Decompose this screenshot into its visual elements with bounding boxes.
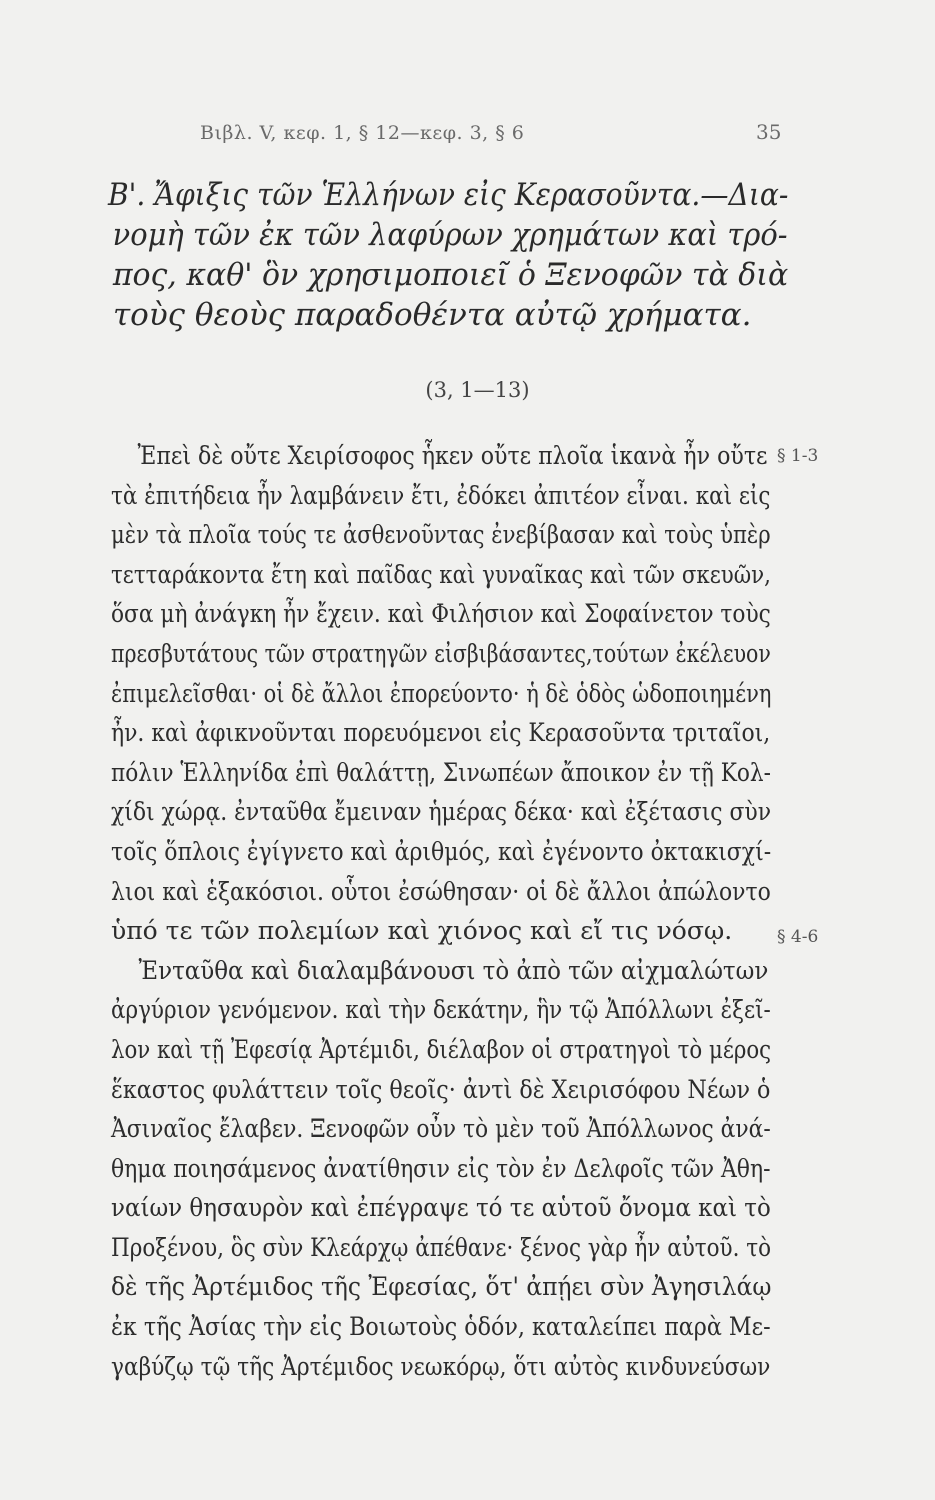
text-line: ναίων θησαυρὸν καὶ ἐπέγραψε τό τε αὑτοῦ ὄνομα καὶ τὸ [111,1193,771,1223]
page-number: 35 [756,120,782,144]
text-line: ἦν. καὶ ἀφικνοῦνται πορευόμενοι εἰς Κερασοῦντα τριταῖοι, [111,718,771,748]
heading-line: τοὺς θεοὺς παραδοθέντα αὐτῷ χρήματα. [113,297,752,333]
heading-line: Β'. Ἄφιξις τῶν Ἑλλήνων εἰς Κερασοῦντα.—Δια- [108,177,789,213]
text-line: Ἐπεὶ δὲ οὔτε Χειρίσοφος ἧκεν οὔτε πλοῖα ἱκανὰ ἦν οὔτε [137,441,768,470]
text-line: θημα ποιησάμενος ἀνατίθησιν εἰς τὸν ἐν Δελφοῖς τῶν Ἀθη- [111,1153,771,1183]
text-line: τετταράκοντα ἔτη καὶ παῖδας καὶ γυναῖκας καὶ τῶν σκευῶν, [111,559,771,589]
text-line: Ἐνταῦθα καὶ διαλαμβάνουσι τὸ ἀπὸ τῶν αἰχμαλώτων [138,955,769,985]
text-line: τὰ ἐπιτήδεια ἦν λαμβάνειν ἔτι, ἐδόκει ἀπιτέον εἶναι. καὶ εἰς [111,480,771,510]
text-line: ὑπό τε τῶν πολεμίων καὶ χιόνος καὶ εἴ τις νόσῳ. [111,916,733,946]
margin-note: § 1-3 [777,446,819,466]
text-line: ἐκ τῆς Ἀσίας τὴν εἰς Βοιωτοὺς ὁδόν, καταλείπει παρὰ Με- [111,1312,771,1342]
margin-note: § 4-6 [777,927,819,947]
text-line: Ἀσιναῖος ἔλαβεν. Ξενοφῶν οὖν τὸ μὲν τοῦ Ἀπόλλωνος ἀνά- [111,1114,771,1144]
heading-line: νομὴ τῶν ἐκ τῶν λαφύρων χρημάτων καὶ τρό- [112,217,788,253]
section-reference: (3, 1—13) [425,378,530,402]
text-line: δὲ τῆς Ἀρτέμιδος τῆς Ἐφεσίας, ὅτ' ἀπῄει σὺν Ἀγησιλάῳ [111,1272,772,1302]
heading-line: πος, καθ' ὃν χρησιμοποιεῖ ὁ Ξενοφῶν τὰ διὰ [112,257,789,293]
text-line: χίδι χώρᾳ. ἐνταῦθα ἔμειναν ἡμέρας δέκα· καὶ ἐξέτασις σὺν [111,797,772,827]
text-line: ὅσα μὴ ἀνάγκη ἦν ἔχειν. καὶ Φιλήσιον καὶ Σοφαίνετον τοὺς [111,599,771,629]
running-head: Βιβλ. V, κεφ. 1, § 12—κεφ. 3, § 6 [200,122,525,144]
text-line: ἐπιμελεῖσθαι· οἱ δὲ ἄλλοι ἐπορεύοντο· ἡ δὲ ὁδὸς ὡδοποιημένη [111,678,772,708]
text-line: λιοι καὶ ἑξακόσιοι. οὗτοι ἐσώθησαν· οἱ δὲ ἄλλοι ἀπώλοντο [111,876,771,906]
text-line: μὲν τὰ πλοῖα τούς τε ἀσθενοῦντας ἐνεβίβασαν καὶ τοὺς ὑπὲρ [111,520,771,550]
text-line: ἕκαστος φυλάττειν τοῖς θεοῖς· ἀντὶ δὲ Χειρισόφου Νέων ὁ [111,1074,771,1104]
text-line: ἀργύριον γενόμενον. καὶ τὴν δεκάτην, ἣν τῷ Ἀπόλλωνι ἐξεῖ- [111,995,771,1025]
section-heading [108,175,788,335]
text-line: πόλιν Ἑλληνίδα ἐπὶ θαλάττῃ, Σινωπέων ἄποικον ἐν τῇ Κολ- [111,757,771,787]
text-line: γαβύζῳ τῷ τῆς Ἀρτέμιδος νεωκόρῳ, ὅτι αὐτὸς κινδυνεύσων [111,1351,771,1381]
text-line: λον καὶ τῇ Ἐφεσίᾳ Ἀρτέμιδι, διέλαβον οἱ στρατηγοὶ τὸ μέρος [111,1034,772,1064]
text-line: πρεσβυτάτους τῶν στρατηγῶν εἰσβιβάσαντες,τούτων ἐκέλευον [111,638,771,668]
text-line: Προξένου, ὃς σὺν Κλεάρχῳ ἀπέθανε· ξένος γὰρ ἦν αὐτοῦ. τὸ [111,1232,772,1262]
body-text [111,436,771,1386]
text-line: τοῖς ὅπλοις ἐγίγνετο καὶ ἀριθμός, καὶ ἐγένοντο ὀκτακισχί- [111,836,772,866]
